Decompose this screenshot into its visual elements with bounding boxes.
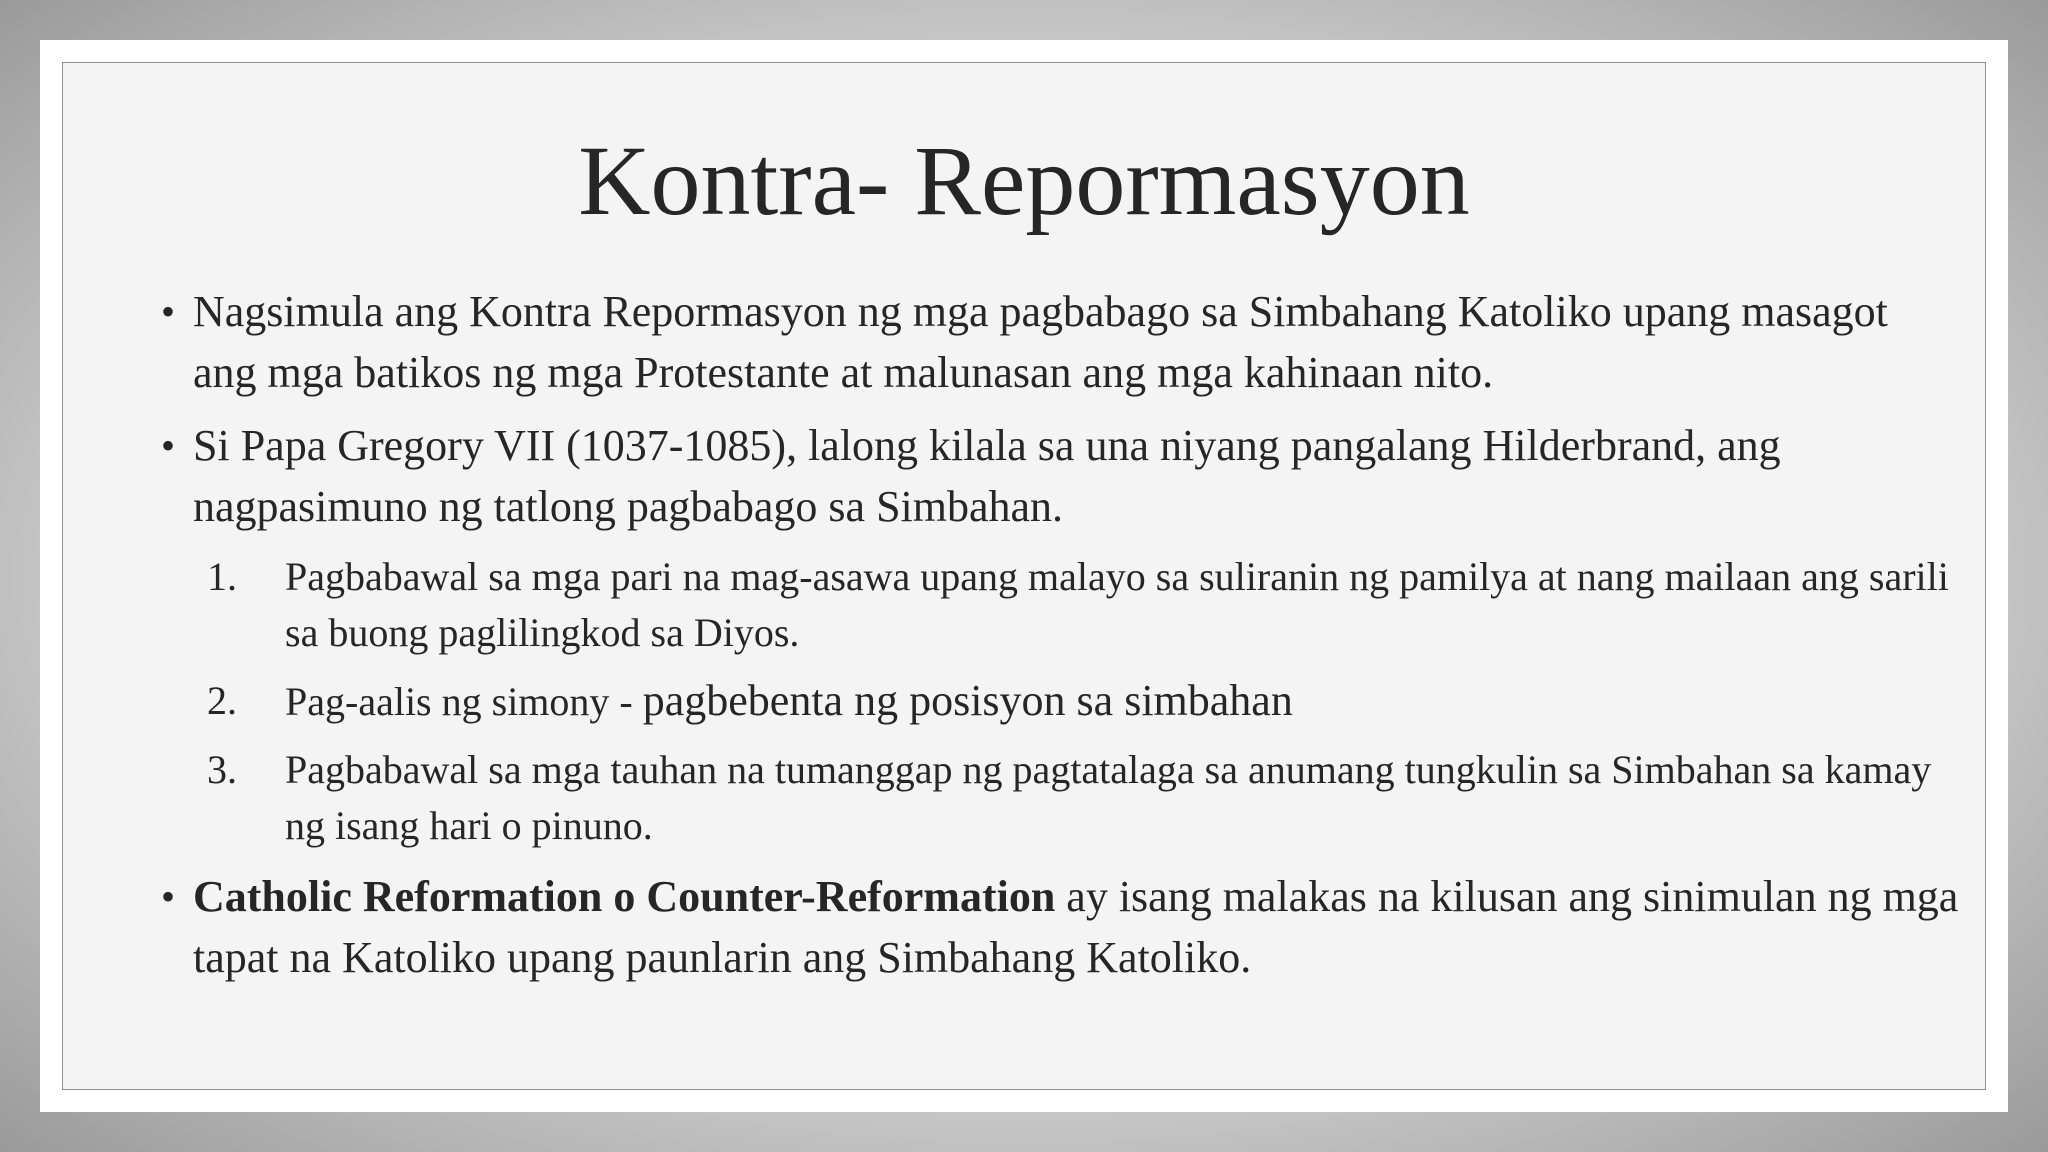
item-text-part: Pag-aalis ng simony - xyxy=(285,679,643,724)
bullet-icon: • xyxy=(161,423,176,468)
item-number: 1. xyxy=(207,554,237,599)
bullet-text: Nagsimula ang Kontra Repormasyon ng mga pagbabago sa Simbahang Katoliko upang masagot ang mga batikos ng mga Protestante at malunasan ang mga kahinaan nito. xyxy=(193,287,1888,397)
bullet-item xyxy=(161,866,1961,988)
bullet-item xyxy=(161,281,1961,403)
item-text: Pagbabawal sa mga pari na mag-asawa upang malayo sa suliranin ng pamilya at nang mailaan ang sarili sa buong paglilingkod sa Diyos. xyxy=(285,554,1949,655)
bullet-icon: • xyxy=(161,874,176,919)
bullet-text-rest: ay isang malakas na kilusan ang sinimulan ng mga tapat na Katoliko upang paunlarin ang Simbahang Katoliko. xyxy=(193,872,1959,982)
bullet-icon: • xyxy=(161,289,176,334)
slide-content-area xyxy=(62,62,1986,1090)
slide-body xyxy=(161,281,1961,1000)
item-number: 3. xyxy=(207,747,237,792)
numbered-item xyxy=(161,673,1961,730)
item-number: 2. xyxy=(207,678,237,723)
bullet-item xyxy=(161,415,1961,537)
slide xyxy=(40,40,2008,1112)
item-text: Pagbabawal sa mga tauhan na tumanggap ng pagtatalaga sa anumang tungkulin sa Simbahan sa kamay ng isang hari o pinuno. xyxy=(285,747,1932,848)
bold-term: Catholic Reformation o Counter-Reformation xyxy=(193,872,1056,921)
numbered-item xyxy=(161,549,1961,661)
bullet-text: Si Papa Gregory VII (1037-1085), lalong kilala sa una niyang pangalang Hilderbrand, ang nagpasimuno ng tatlong pagbabago sa Simbahan. xyxy=(193,421,1781,531)
numbered-list xyxy=(161,549,1961,854)
slide-title: Kontra- Repormasyon xyxy=(578,125,1470,236)
numbered-item xyxy=(161,742,1961,854)
bullet-text xyxy=(193,872,1958,982)
item-text-part: pagbebenta ng posisyon sa simbahan xyxy=(642,676,1293,725)
